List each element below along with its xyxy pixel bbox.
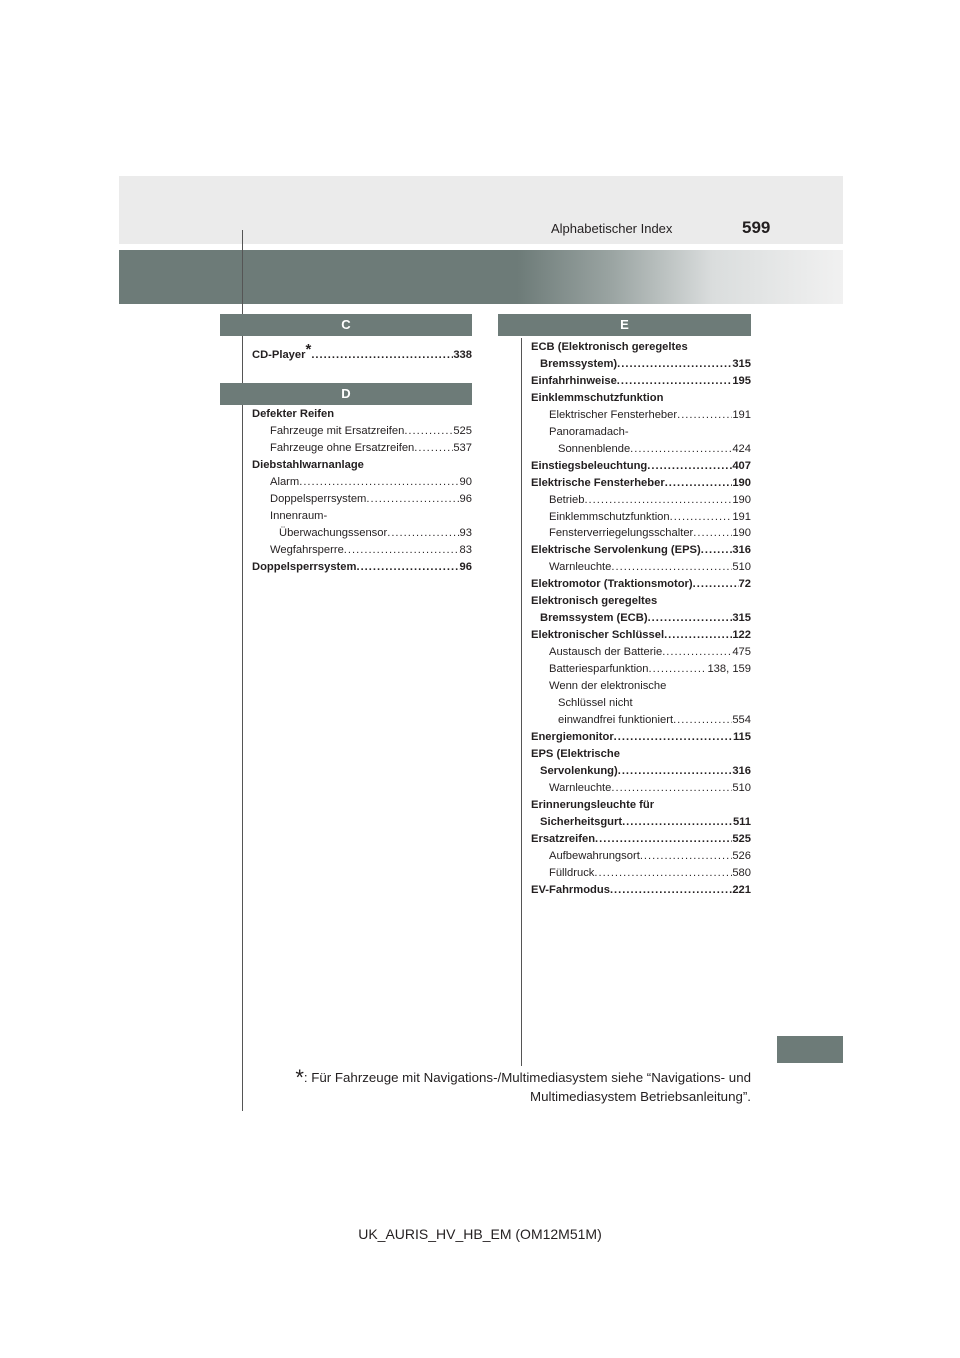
index-column-e xyxy=(531,339,751,898)
letter-heading-e: E xyxy=(498,314,751,336)
index-entry: Einstiegsbeleuchtung ..... 407 xyxy=(531,458,751,475)
index-entry: Wenn der elektronische xyxy=(549,680,667,693)
index-entry: Elektrische Servolenkung (EPS) ..... 316 xyxy=(531,542,751,559)
index-entry: Elektrische Fensterheber ..... 190 xyxy=(531,475,751,492)
index-entry: EPS (Elektrische xyxy=(531,747,620,760)
page-number: 599 xyxy=(742,218,771,237)
index-entry: Alarm ..... 90 xyxy=(252,474,472,491)
index-entry: Elektronischer Schlüssel ..... 122 xyxy=(531,627,751,644)
index-entry: Warnleuchte ..... 510 xyxy=(531,780,751,797)
index-entry: Batteriesparfunktion ..... 138, 159 xyxy=(531,661,751,678)
index-entry: EV-Fahrmodus ..... 221 xyxy=(531,882,751,899)
index-entry: Wegfahrsperre ..... 83 xyxy=(252,542,472,559)
index-entry: Doppelsperrsystem ..... 96 xyxy=(252,559,472,576)
header-band xyxy=(119,250,843,304)
index-entry: Elektrischer Fensterheber ..... 191 xyxy=(531,407,751,424)
index-entry: Fahrzeuge ohne Ersatzreifen ..... 537 xyxy=(252,440,472,457)
index-entry: Warnleuchte ..... 510 xyxy=(531,559,751,576)
index-column-c xyxy=(252,341,472,364)
index-entry: einwandfrei funktioniert ..... 554 xyxy=(531,712,751,729)
index-entry: Fahrzeuge mit Ersatzreifen ..... 525 xyxy=(252,423,472,440)
index-entry: Aufbewahrungsort ..... 526 xyxy=(531,848,751,865)
letter-heading-c: C xyxy=(220,314,472,336)
index-entry: Sonnenblende ..... 424 xyxy=(531,441,751,458)
index-entry: Einklemmschutzfunktion xyxy=(531,391,664,404)
index-entry: Einklemmschutzfunktion ..... 191 xyxy=(531,509,751,526)
footnote-line-2: Multimediasystem Betriebsanleitung”. xyxy=(530,1089,751,1104)
index-entry: Innenraum- xyxy=(270,509,328,522)
index-entry: Einfahrhinweise ..... 195 xyxy=(531,373,751,390)
footnote-star: * xyxy=(295,1065,304,1090)
index-entry: Elektronisch geregeltes xyxy=(531,595,658,608)
footnote xyxy=(280,1065,751,1106)
index-entry: Panoramadach- xyxy=(549,425,629,438)
index-entry: Erinnerungsleuchte für xyxy=(531,798,655,811)
index-entry: Bremssystem (ECB) ..... 315 xyxy=(531,610,751,627)
index-entry: Überwachungssensor ..... 93 xyxy=(252,525,472,542)
footnote-line-1: *: Für Fahrzeuge mit Navigations-/Multimediasystem siehe “Navigations- und xyxy=(295,1065,751,1090)
index-entry: Fensterverriegelungsschalter ..... 190 xyxy=(531,525,751,542)
index-entry: Defekter Reifen xyxy=(252,408,335,420)
middle-rule xyxy=(521,338,522,1066)
section-tab xyxy=(777,1036,843,1063)
index-entry: ECB (Elektronisch geregeltes xyxy=(531,341,688,353)
header-bar xyxy=(119,176,843,244)
section-title: Alphabetischer Index xyxy=(551,221,673,236)
index-entry: Sicherheitsgurt ..... 511 xyxy=(531,814,751,831)
footnote-star: * xyxy=(305,341,312,358)
index-entry: CD-Player* ..... 338 xyxy=(252,347,472,364)
index-entry: Betrieb ..... 190 xyxy=(531,492,751,509)
index-entry: Bremssystem) ..... 315 xyxy=(531,356,751,373)
index-column-d xyxy=(252,406,472,576)
index-entry: Doppelsperrsystem ..... 96 xyxy=(252,491,472,508)
index-entry: Servolenkung) ..... 316 xyxy=(531,763,751,780)
index-entry: Fülldruck ..... 580 xyxy=(531,865,751,882)
index-entry: Diebstahlwarnanlage xyxy=(252,458,364,471)
index-entry: Austausch der Batterie ..... 475 xyxy=(531,644,751,661)
index-entry: Elektromotor (Traktionsmotor) ..... 72 xyxy=(531,576,751,593)
document-code: UK_AURIS_HV_HB_EM (OM12M51M) xyxy=(358,1226,602,1242)
left-rule xyxy=(242,230,243,1111)
index-entry: Energiemonitor ..... 115 xyxy=(531,729,751,746)
index-entry: Schlüssel nicht xyxy=(558,697,633,710)
letter-heading-d: D xyxy=(220,383,472,405)
index-entry: Ersatzreifen ..... 525 xyxy=(531,831,751,848)
